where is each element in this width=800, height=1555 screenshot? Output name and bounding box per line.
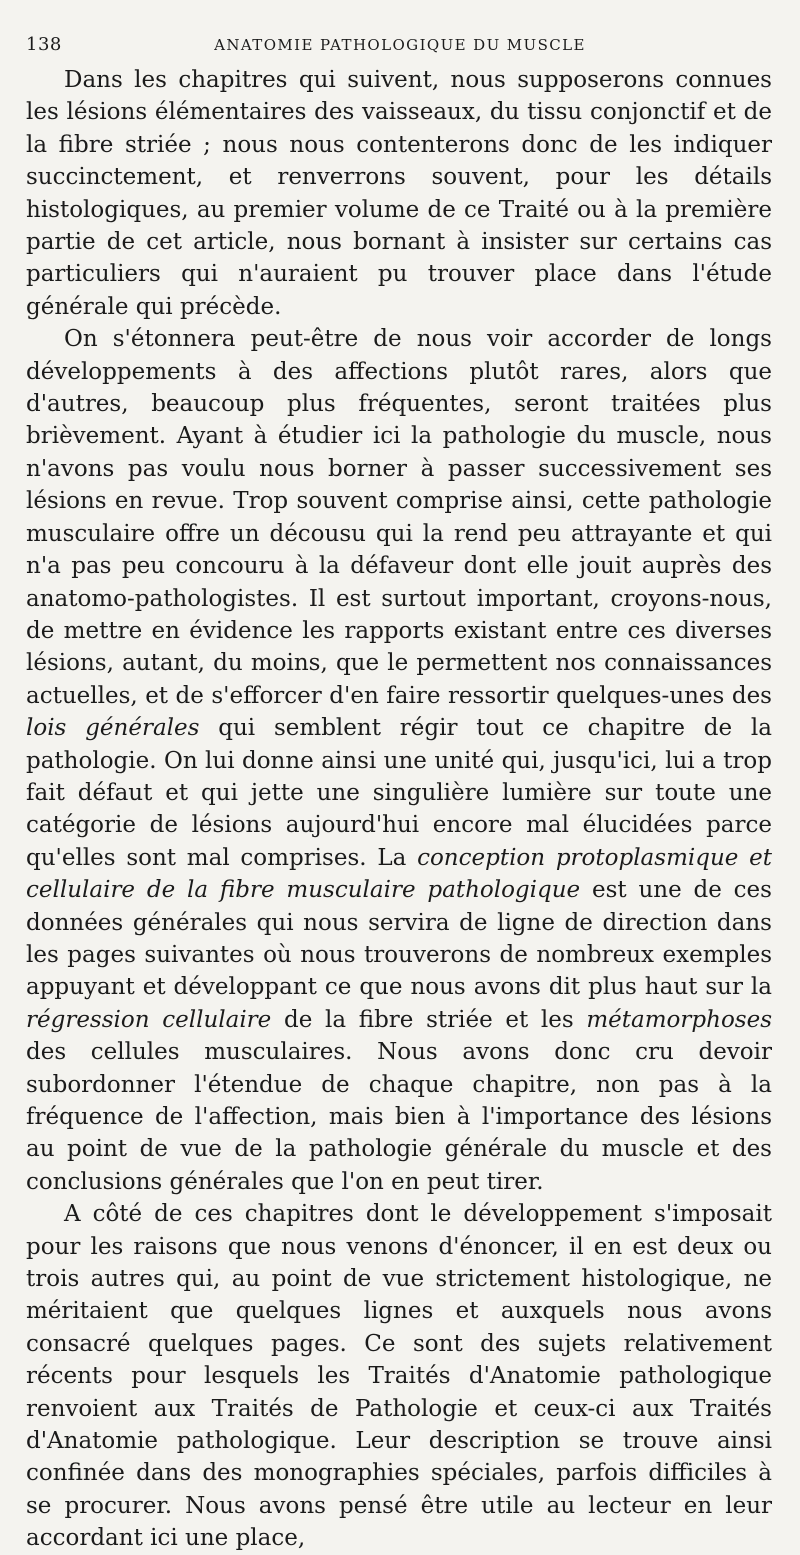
running-head bbox=[26, 34, 774, 58]
paragraph-1 bbox=[26, 64, 772, 323]
italic-phrase: lois générales bbox=[26, 715, 200, 742]
text-run: A côté de ces chapitres dont le développement s'imposait pour les raisons que nous venons d'énoncer, il en est deux ou trois autres qui, au point de vue strictement histologique, ne méritaient que quelques lignes et auxquels nous avons consacré quelques pages. Ce sont des sujets relativement récents pour lesquels les Traités d'Anatomie pathologique renvoient aux Traités de Pathologie et ceux-ci aux Traités d'Anatomie pathologique. Leur description se trouve ainsi confinée dans des monographies spéciales, parfois difficiles à se procurer. Nous avons pensé être utile au lecteur en leur accordant ici une place, bbox=[26, 1201, 772, 1552]
page-number: 138 bbox=[26, 34, 62, 55]
body-text bbox=[26, 64, 772, 1555]
text-run: qui semblent régir tout ce chapitre de la pathologie. On lui donne ainsi une unité qui, jusqu'ici, lui a trop fait défaut et qui jette une singulière lumière sur toute une catégorie de lésions aujourd'hui encore mal élucidées parce qu'elles sont mal comprises. La bbox=[26, 715, 772, 871]
text-run: est une de ces données générales qui nous servira de ligne de direction dans les pages suivantes où nous trouverons de nombreux exemples appuyant et développant ce que nous avons dit plus haut sur la bbox=[26, 877, 772, 1001]
italic-phrase: conception protoplasmique et cellulaire de la fibre musculaire pathologique bbox=[26, 844, 772, 904]
text-run: On s'étonnera peut-être de nous voir accorder de longs développements à des affections plutôt rares, alors que d'autres, beaucoup plus fréquentes, seront traitées plus brièvement. Ayant à étudier ici la pathologie du muscle, nous n'avons pas voulu nous borner à passer successivement ses lésions en revue. Trop souvent comprise ainsi, cette pathologie musculaire offre un décousu qui la rend peu attrayante et qui n'a pas peu concouru à la défaveur dont elle jouit auprès des anatomo-pathologistes. Il est surtout important, croyons-nous, de mettre en évidence les rapports existant entre ces diverses lésions, autant, du moins, que le permettent nos connaissances actuelles, et de s'efforcer d'en faire ressortir quelques-unes des bbox=[26, 326, 772, 709]
text-run: de la fibre striée et les bbox=[271, 1006, 587, 1033]
italic-phrase: régression cellulaire bbox=[26, 1006, 272, 1033]
running-title: ANATOMIE PATHOLOGIQUE DU MUSCLE bbox=[214, 36, 586, 54]
text-run: des cellules musculaires. Nous avons donc cru devoir subordonner l'étendue de chaque chapitre, non pas à la fréquence de l'affection, mais bien à l'importance des lésions au point de vue de la pathologie générale du muscle et des conclusions générales que l'on en peut tirer. bbox=[26, 1039, 772, 1195]
paragraph-2 bbox=[26, 323, 772, 1198]
italic-phrase: métamorphoses bbox=[586, 1006, 773, 1033]
text-run: Dans les chapitres qui suivent, nous supposerons connues les lésions élémentaires des vaisseaux, du tissu conjonctif et de la fibre striée ; nous nous contenterons donc de les indiquer succinctement, et renverrons souvent, pour les détails histologiques, au premier volume de ce Traité ou à la première partie de cet article, nous bornant à insister sur certains cas particuliers qui n'auraient pu trouver place dans l'étude générale qui précède. bbox=[26, 67, 772, 320]
paragraph-3 bbox=[26, 1198, 772, 1554]
